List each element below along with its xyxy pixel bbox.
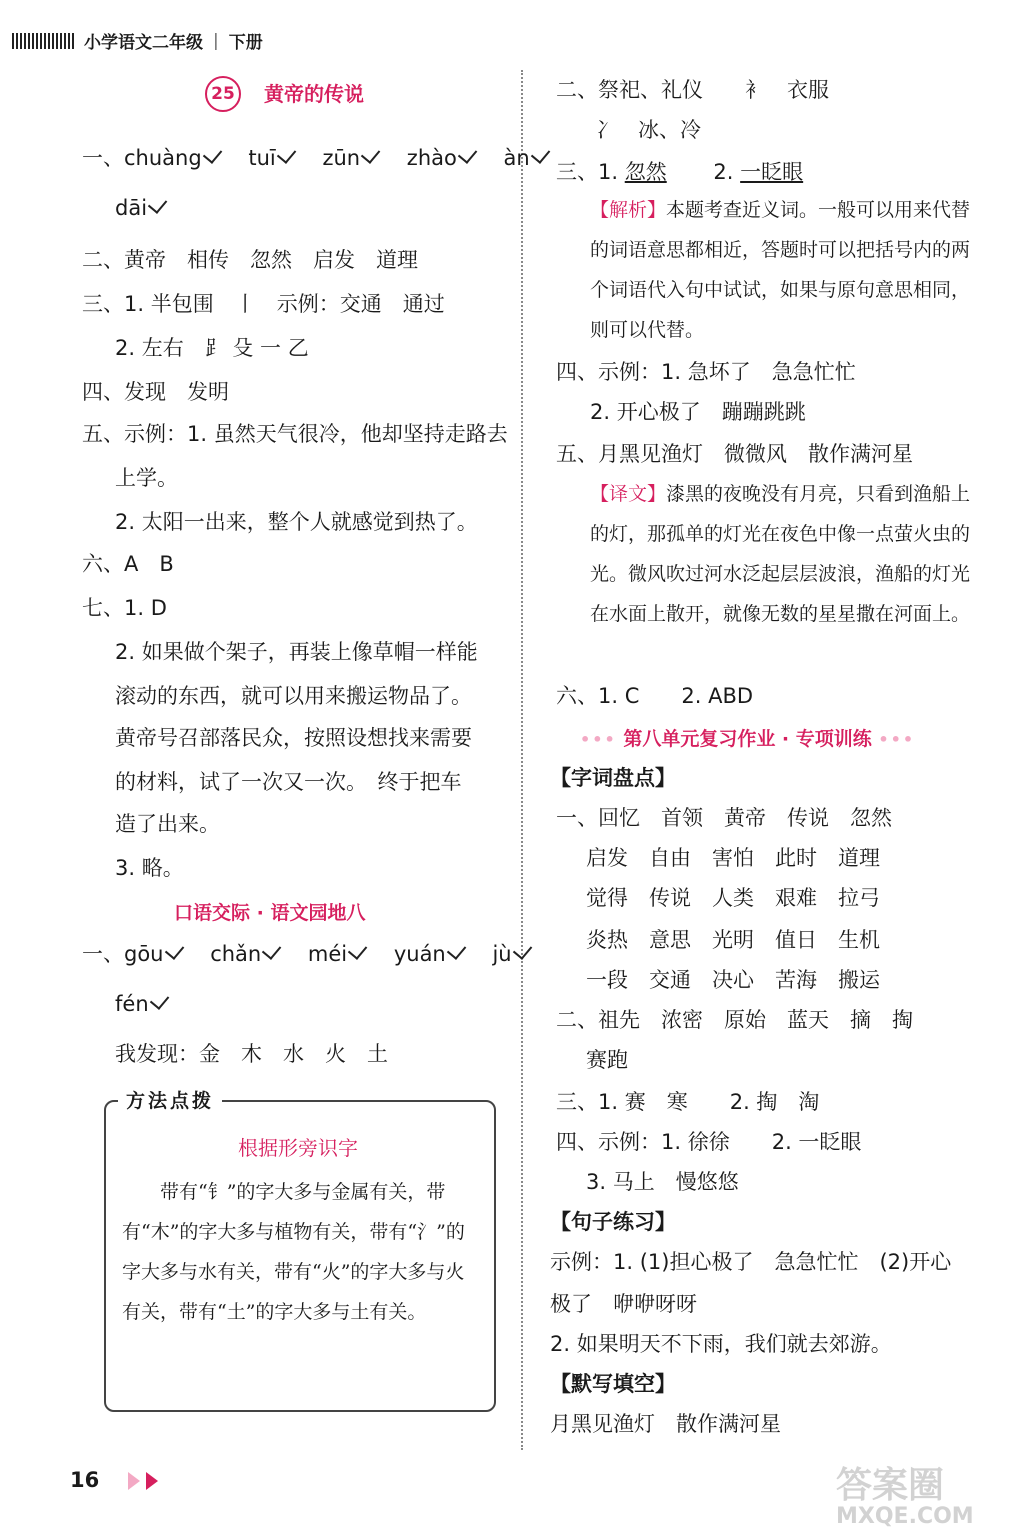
ju-1a: 示例：1. (1)担心极了 急急忙忙 (2)开心 xyxy=(550,1250,952,1274)
answer-s2: 二、黄帝 相传 忽然 启发 道理 xyxy=(82,248,418,272)
ci-2b: 赛跑 xyxy=(586,1048,628,1072)
ci-row-3: 觉得 传说 人类 艰难 拉弓 xyxy=(586,886,880,910)
answer-s7-2b: 滚动的东西，就可以用来搬运物品了。 xyxy=(115,684,472,708)
header-subject: 小学语文二年级 xyxy=(84,33,203,53)
answer-s4: 四、发现 发明 xyxy=(82,380,229,404)
pinyin-item: tuī xyxy=(248,146,276,170)
arrow-icon xyxy=(128,1472,140,1490)
ci-section-title: 【字词盘点】 xyxy=(550,766,676,790)
pinyin-item: yuán xyxy=(393,942,446,966)
unit-title-text: 第八单元复习作业 · 专项训练 xyxy=(623,728,872,750)
check-icon xyxy=(148,194,167,214)
answer-r2b: 冫 冰、冷 xyxy=(596,118,701,142)
check-icon xyxy=(164,940,183,960)
page-number: 16 xyxy=(70,1468,100,1492)
pinyin-row-1 xyxy=(82,144,544,172)
lesson-number-badge: 25 xyxy=(205,76,241,112)
arrow-icon xyxy=(146,1472,158,1490)
barcode-decoration xyxy=(12,33,74,49)
check-icon xyxy=(447,940,466,960)
pinyin-item: zūn xyxy=(322,146,361,170)
check-icon xyxy=(277,144,296,164)
mo-section-title: 【默写填空】 xyxy=(550,1372,676,1396)
pinyin-item: jù xyxy=(492,942,512,966)
answer-s7-2e: 造了出来。 xyxy=(115,812,220,836)
answer-s3-1: 三、1. 半包围 丨 示例：交通 通过 xyxy=(82,292,445,316)
answer-r3-num1: 三、1. xyxy=(556,160,619,184)
header-separator: | xyxy=(213,30,219,51)
answer-r3-word1: 忽然 xyxy=(624,160,667,184)
ju-section-title: 【句子练习】 xyxy=(550,1210,676,1234)
section-title-oral: 口语交际 · 语文园地八 xyxy=(174,902,366,924)
check-icon xyxy=(262,940,281,960)
unit-title xyxy=(580,724,915,751)
page-arrows-decoration xyxy=(128,1472,164,1494)
ci-3: 三、1. 赛 寒 2. 掏 淘 xyxy=(556,1090,820,1114)
ci-row-2: 启发 自由 害怕 此时 道理 xyxy=(586,846,880,870)
answer-r3-num2: 2. xyxy=(713,160,734,184)
answer-r3-word2: 一眨眼 xyxy=(740,160,804,184)
answer-s6: 六、A B xyxy=(82,552,174,576)
answer-s7-3: 3. 略。 xyxy=(115,856,184,880)
ci-4b: 3. 马上 慢悠悠 xyxy=(586,1170,739,1194)
analysis-text: 本题考查近义词。一般可以用来代替的词语意思都相近，答题时可以把括号内的两个词语代入句中试试，如果与原句意思相同，则可以代替。 xyxy=(590,199,971,341)
lesson-title: 黄帝的传说 xyxy=(264,82,364,106)
answer-s7-2a: 2. 如果做个架子，再装上像草帽一样能 xyxy=(115,640,478,664)
analysis-tag: 【解析】 xyxy=(590,199,667,221)
answer-r4-2: 2. 开心极了 蹦蹦跳跳 xyxy=(590,400,806,424)
translation-paragraph xyxy=(590,474,976,634)
pinyin-item: fén xyxy=(115,992,149,1016)
watermark-line2: MXQE.COM xyxy=(836,1504,974,1529)
ci-row-1: 一、回忆 首领 黄帝 传说 忽然 xyxy=(556,806,892,830)
method-tip-text: 带有“钅”的字大多与金属有关，带有“木”的字大多与植物有关，带有“氵”的字大多与水有关，带有“火”的字大多与火有关，带有“土”的字大多与土有关。 xyxy=(122,1181,465,1323)
ci-row-4: 炎热 意思 光明 值日 生机 xyxy=(586,928,880,952)
translation-text: 漆黑的夜晚没有月亮，只看到渔船上的灯，那孤单的灯光在夜色中像一点萤火虫的光。微风吹过河水泛起层层波浪，渔船的灯光在水面上散开，就像无数的星星撒在河面上。 xyxy=(590,483,971,625)
header-volume: 下册 xyxy=(228,33,263,53)
answer-r4-1: 四、示例：1. 急坏了 急急忙忙 xyxy=(556,360,856,384)
pinyin-item: chǎn xyxy=(210,942,262,966)
check-icon xyxy=(531,144,550,164)
answer-r6: 六、1. C 2. ABD xyxy=(556,684,754,708)
check-icon xyxy=(361,144,380,164)
check-icon xyxy=(348,940,367,960)
ju-1b: 极了 咿咿呀呀 xyxy=(550,1292,697,1316)
answer-r2a: 二、祭祀、礼仪 衤 衣服 xyxy=(556,78,829,102)
watermark xyxy=(836,1465,1006,1532)
mo-1: 月黑见渔灯 散作满河星 xyxy=(550,1412,781,1436)
pinyin-item: 一、chuàng xyxy=(82,146,202,170)
pinyin-row-4 xyxy=(115,990,163,1018)
answer-s7-1: 七、1. D xyxy=(82,596,167,620)
answer-s3-2: 2. 左右 ⻊ 殳 一 乙 xyxy=(115,336,309,360)
answer-s7-2c: 黄帝号召部落民众，按照设想找来需要 xyxy=(115,726,472,750)
ci-2a: 二、祖先 浓密 原始 蓝天 摘 掏 xyxy=(556,1008,913,1032)
watermark-line1: 答案圈 xyxy=(836,1465,945,1506)
pinyin-item: zhào xyxy=(406,146,457,170)
pinyin-item: 一、gōu xyxy=(82,942,164,966)
translation-tag: 【译文】 xyxy=(590,483,667,505)
check-icon xyxy=(149,990,168,1010)
answer-s7-2d: 的材料，试了一次又一次。 终于把车 xyxy=(115,770,462,794)
dots-decoration: ••• xyxy=(580,730,617,749)
column-divider xyxy=(521,70,523,1450)
pinyin-item: àn xyxy=(503,146,530,170)
answer-s5-1b: 上学。 xyxy=(115,466,178,490)
pinyin-item: méi xyxy=(307,942,348,966)
answer-r5: 五、月黑见渔灯 微微风 散作满河星 xyxy=(556,442,913,466)
check-icon xyxy=(458,144,477,164)
pinyin-row-2 xyxy=(115,194,161,222)
answer-s5-2: 2. 太阳一出来，整个人就感觉到热了。 xyxy=(115,510,478,534)
pinyin-item: dāi xyxy=(115,196,148,220)
check-icon xyxy=(512,940,531,960)
pinyin-row-3 xyxy=(82,940,526,968)
ju-2: 2. 如果明天不下雨，我们就去郊游。 xyxy=(550,1332,892,1356)
dots-decoration: ••• xyxy=(878,730,916,749)
page-header xyxy=(12,28,263,53)
ci-row-5: 一段 交通 决心 苦海 搬运 xyxy=(586,968,880,992)
ci-4: 四、示例：1. 徐徐 2. 一眨眼 xyxy=(556,1130,862,1154)
analysis-paragraph xyxy=(590,190,976,350)
answer-found: 我发现：金 木 水 火 土 xyxy=(115,1042,388,1066)
answer-r3 xyxy=(556,158,803,186)
method-tip-title: 根据形旁识字 xyxy=(238,1136,358,1160)
answer-s5-1a: 五、示例：1. 虽然天气很冷，他却坚持走路去 xyxy=(82,422,508,446)
check-icon xyxy=(203,144,222,164)
method-tip-label: 方法点拨 xyxy=(118,1086,222,1113)
